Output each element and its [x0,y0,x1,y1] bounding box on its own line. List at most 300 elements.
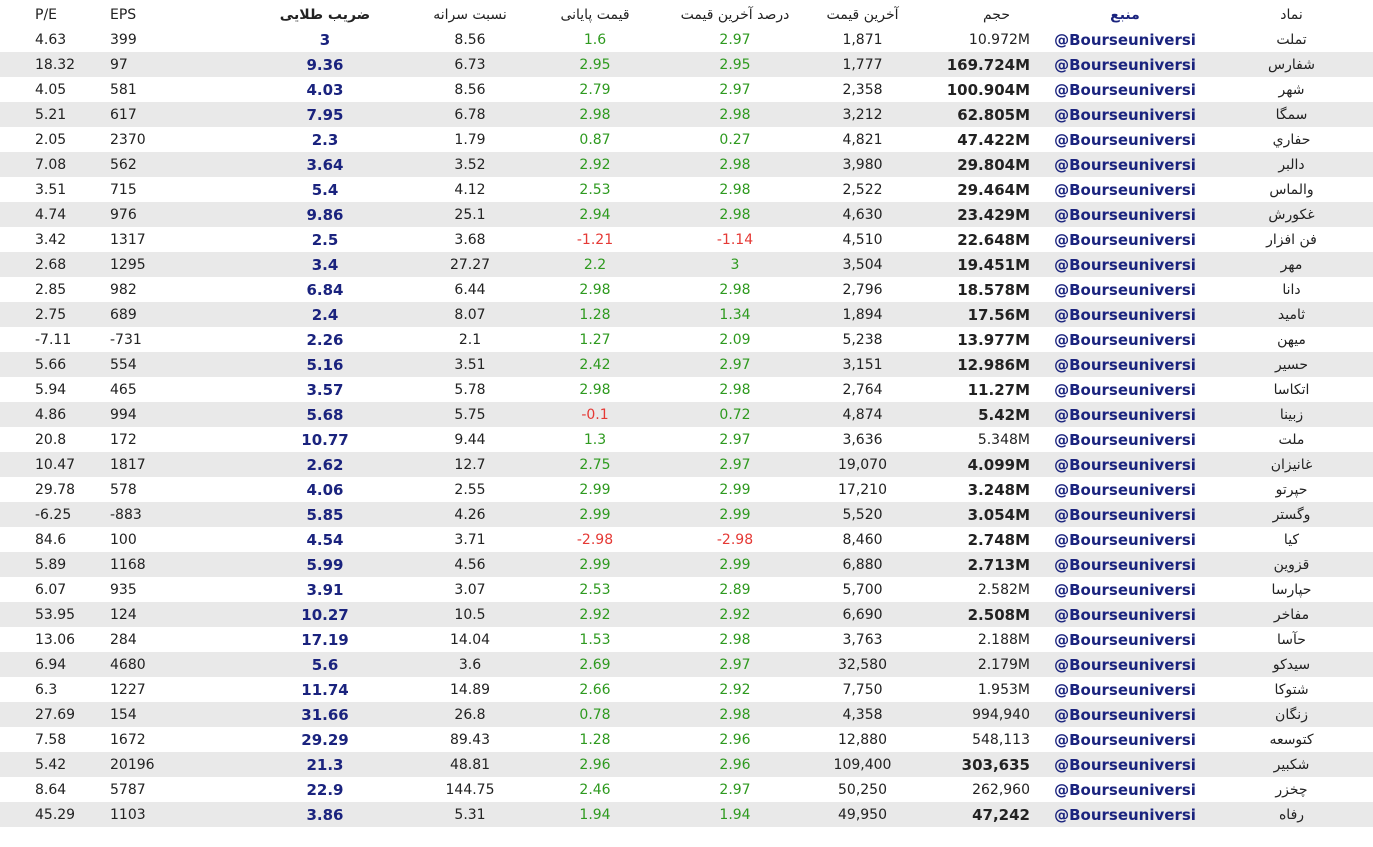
cell-final-price: 2.79 [579,81,611,98]
table-row[interactable] [0,502,1373,527]
cell-pe: 6.07 [35,581,67,598]
cell-golden-ratio: 6.84 [306,280,344,299]
cell-source-link[interactable]: @Bourseuniversi [1054,555,1196,574]
cell-final-price: 2.96 [579,756,611,773]
cell-symbol[interactable]: مفاخر [1273,606,1310,623]
cell-final-price: 2.95 [579,56,611,73]
cell-source-link[interactable]: @Bourseuniversi [1054,430,1196,449]
cell-final-price: 1.53 [579,631,611,648]
cell-last-price-percent: 2.97 [719,431,751,448]
cell-symbol[interactable]: شهر [1278,81,1305,98]
cell-last-price: 3,504 [842,256,883,273]
cell-golden-ratio: 10.77 [301,430,349,449]
cell-source-link[interactable]: @Bourseuniversi [1054,705,1196,724]
cell-golden-ratio: 5.16 [306,355,344,374]
cell-source-link[interactable]: @Bourseuniversi [1054,805,1196,824]
cell-source-link[interactable]: @Bourseuniversi [1054,480,1196,499]
table-row[interactable] [0,102,1373,127]
table-row[interactable] [0,27,1373,52]
cell-golden-ratio: 3.64 [306,155,344,174]
cell-volume: 2.748M [967,530,1030,549]
cell-eps: 97 [110,56,128,73]
cell-volume: 2.508M [967,605,1030,624]
cell-golden-ratio: 5.6 [311,655,339,674]
cell-eps: 20196 [110,756,155,773]
cell-source-link[interactable]: @Bourseuniversi [1054,405,1196,424]
cell-pe: 10.47 [35,456,76,473]
cell-eps: 976 [110,206,137,223]
cell-pe: 84.6 [35,531,67,548]
cell-symbol[interactable]: غانیزان [1270,456,1313,473]
cell-golden-ratio: 3.4 [311,255,339,274]
cell-source-link[interactable]: @Bourseuniversi [1054,780,1196,799]
table-row[interactable] [0,452,1373,477]
cell-eps: 124 [110,606,137,623]
cell-per-capita-ratio: 2.1 [458,331,482,348]
cell-last-price-percent: 2.96 [719,731,751,748]
cell-final-price: 2.98 [579,281,611,298]
cell-last-price-percent: 2.89 [719,581,751,598]
cell-last-price: 3,763 [842,631,883,648]
cell-pe: 5.89 [35,556,67,573]
header-symbol[interactable]: نماد [1280,6,1303,23]
cell-symbol[interactable]: غکورش [1268,206,1315,223]
cell-volume: 100.904M [946,80,1030,99]
cell-symbol[interactable]: زنگان [1275,706,1308,723]
cell-last-price-percent: 2.99 [719,481,751,498]
cell-golden-ratio: 10.27 [301,605,349,624]
cell-final-price: 1.28 [579,306,611,323]
cell-source-link[interactable]: @Bourseuniversi [1054,605,1196,624]
cell-per-capita-ratio: 14.89 [449,681,491,698]
cell-last-price-percent: -1.14 [716,231,754,248]
cell-final-price: 2.99 [579,556,611,573]
cell-symbol[interactable]: اتکاسا [1273,381,1310,398]
cell-last-price-percent: 2.09 [719,331,751,348]
cell-final-price: 2.75 [579,456,611,473]
cell-volume: 11.27M [967,380,1030,399]
cell-final-price: 1.28 [579,731,611,748]
cell-volume: 17.56M [967,305,1030,324]
cell-per-capita-ratio: 3.51 [454,356,486,373]
cell-per-capita-ratio: 3.71 [454,531,486,548]
cell-pe: 7.08 [35,156,67,173]
cell-volume: 548,113 [972,731,1030,748]
cell-last-price: 5,520 [842,506,883,523]
cell-source-link[interactable]: @Bourseuniversi [1054,280,1196,299]
cell-symbol[interactable]: مهر [1280,256,1303,273]
cell-pe: 4.05 [35,81,67,98]
cell-golden-ratio: 21.3 [306,755,344,774]
cell-per-capita-ratio: 27.27 [449,256,491,273]
cell-per-capita-ratio: 5.78 [454,381,486,398]
cell-symbol[interactable]: دالبر [1278,156,1305,173]
cell-golden-ratio: 2.62 [306,455,344,474]
cell-pe: 3.42 [35,231,67,248]
cell-last-price-percent: 2.97 [719,781,751,798]
cell-source-link[interactable]: @Bourseuniversi [1054,155,1196,174]
cell-last-price: 4,358 [842,706,883,723]
cell-eps: 578 [110,481,137,498]
cell-last-price: 109,400 [833,756,892,773]
cell-eps: 1227 [110,681,146,698]
cell-per-capita-ratio: 4.26 [454,506,486,523]
cell-pe: 45.29 [35,806,76,823]
cell-per-capita-ratio: 6.44 [454,281,486,298]
cell-golden-ratio: 11.74 [301,680,349,699]
cell-symbol[interactable]: چخزر [1275,781,1308,798]
cell-source-link[interactable]: @Bourseuniversi [1054,630,1196,649]
cell-last-price-percent: 0.72 [719,406,751,423]
cell-symbol[interactable]: حپارسا [1271,581,1312,598]
cell-symbol[interactable]: شتوکا [1274,681,1309,698]
header-last-price[interactable]: آخرین قیمت [826,6,899,23]
cell-eps: -883 [110,506,142,523]
cell-per-capita-ratio: 25.1 [454,206,486,223]
cell-source-link[interactable]: @Bourseuniversi [1054,530,1196,549]
table-row[interactable] [0,777,1373,802]
cell-pe: 6.94 [35,656,67,673]
cell-last-price-percent: 2.98 [719,206,751,223]
cell-last-price-percent: 2.98 [719,181,751,198]
table-row[interactable] [0,52,1373,77]
cell-eps: 4680 [110,656,146,673]
table-row[interactable] [0,627,1373,652]
cell-last-price-percent: 1.94 [719,806,751,823]
table-row[interactable] [0,202,1373,227]
table-row[interactable] [0,252,1373,277]
cell-last-price: 2,764 [842,381,883,398]
cell-volume: 303,635 [961,755,1030,774]
cell-eps: 1317 [110,231,146,248]
cell-final-price: 2.98 [579,381,611,398]
cell-pe: 4.63 [35,31,67,48]
cell-source-link[interactable]: @Bourseuniversi [1054,130,1196,149]
table-row[interactable] [0,302,1373,327]
cell-last-price: 3,980 [842,156,883,173]
cell-volume: 13.977M [957,330,1030,349]
cell-volume: 5.42M [978,405,1030,424]
cell-final-price: 2.92 [579,606,611,623]
cell-final-price: 2.42 [579,356,611,373]
cell-eps: 2370 [110,131,146,148]
cell-volume: 12.986M [957,355,1030,374]
cell-source-link[interactable]: @Bourseuniversi [1054,205,1196,224]
cell-per-capita-ratio: 3.6 [458,656,482,673]
cell-symbol[interactable]: حآسا [1277,631,1306,648]
cell-source-link[interactable]: @Bourseuniversi [1054,655,1196,674]
cell-last-price-percent: 2.97 [719,356,751,373]
cell-volume: 2.179M [977,656,1030,673]
table-row[interactable] [0,527,1373,552]
cell-symbol[interactable]: ثامید [1277,306,1306,323]
cell-final-price: 1.94 [579,806,611,823]
cell-final-price: 1.27 [579,331,611,348]
cell-last-price: 50,250 [838,781,887,798]
cell-final-price: -2.98 [576,531,614,548]
cell-golden-ratio: 3.86 [306,805,344,824]
cell-eps: 100 [110,531,137,548]
cell-symbol[interactable]: کیا [1283,531,1300,548]
table-row[interactable] [0,127,1373,152]
cell-per-capita-ratio: 48.81 [449,756,491,773]
cell-last-price-percent: 2.97 [719,656,751,673]
cell-per-capita-ratio: 5.75 [454,406,486,423]
cell-source-link[interactable]: @Bourseuniversi [1054,680,1196,699]
cell-pe: 8.64 [35,781,67,798]
cell-per-capita-ratio: 3.52 [454,156,486,173]
cell-last-price: 5,238 [842,331,883,348]
cell-last-price-percent: 2.95 [719,56,751,73]
header-pe[interactable]: P/E [35,6,58,23]
table-row[interactable] [0,577,1373,602]
cell-last-price: 8,460 [842,531,883,548]
cell-symbol[interactable]: دانا [1282,281,1301,298]
table-row[interactable] [0,77,1373,102]
cell-symbol[interactable]: شفارس [1268,56,1315,73]
table-row[interactable] [0,177,1373,202]
cell-final-price: 0.78 [579,706,611,723]
cell-last-price: 7,750 [842,681,883,698]
cell-final-price: 2.66 [579,681,611,698]
cell-symbol[interactable]: ملت [1278,431,1305,448]
cell-source-link[interactable]: @Bourseuniversi [1054,105,1196,124]
cell-final-price: 2.46 [579,781,611,798]
cell-symbol[interactable]: وگستر [1272,506,1311,523]
cell-source-link[interactable]: @Bourseuniversi [1054,305,1196,324]
cell-eps: 154 [110,706,137,723]
cell-last-price-percent: 0.27 [719,131,751,148]
cell-volume: 19.451M [957,255,1030,274]
cell-last-price-percent: 2.97 [719,31,751,48]
cell-last-price-percent: 2.99 [719,556,751,573]
cell-eps: -731 [110,331,142,348]
cell-pe: 53.95 [35,606,76,623]
table-row[interactable] [0,377,1373,402]
cell-last-price: 4,821 [842,131,883,148]
cell-symbol[interactable]: میهن [1277,331,1306,348]
cell-golden-ratio: 2.26 [306,330,344,349]
stock-table [0,2,1373,827]
cell-golden-ratio: 5.99 [306,555,344,574]
cell-per-capita-ratio: 8.56 [454,81,486,98]
cell-source-link[interactable]: @Bourseuniversi [1054,755,1196,774]
table-row[interactable] [0,327,1373,352]
cell-last-price: 2,796 [842,281,883,298]
cell-source-link[interactable]: @Bourseuniversi [1054,505,1196,524]
cell-per-capita-ratio: 12.7 [454,456,486,473]
header-last-price-percent[interactable]: درصد آخرین قیمت [680,6,790,23]
table-row[interactable] [0,802,1373,827]
cell-pe: 20.8 [35,431,67,448]
header-golden-ratio[interactable]: ضریب طلایی [279,6,371,23]
cell-source-link[interactable]: @Bourseuniversi [1054,730,1196,749]
header-final-price[interactable]: قیمت پایانی [560,6,630,23]
cell-symbol[interactable]: حپرتو [1275,481,1308,498]
cell-eps: 581 [110,81,137,98]
table-row[interactable] [0,427,1373,452]
table-row[interactable] [0,677,1373,702]
table-row[interactable] [0,702,1373,727]
cell-golden-ratio: 5.85 [306,505,344,524]
cell-pe: 2.85 [35,281,67,298]
cell-volume: 22.648M [957,230,1030,249]
cell-pe: -7.11 [35,331,72,348]
cell-final-price: 2.99 [579,506,611,523]
cell-pe: 4.74 [35,206,67,223]
cell-volume: 169.724M [946,55,1030,74]
cell-symbol[interactable]: سمگا [1275,106,1308,123]
cell-golden-ratio: 9.36 [306,55,344,74]
cell-symbol[interactable]: قزوین [1273,556,1310,573]
cell-last-price: 17,210 [838,481,887,498]
cell-eps: 982 [110,281,137,298]
cell-last-price-percent: 2.97 [719,456,751,473]
cell-final-price: 2.99 [579,481,611,498]
cell-last-price: 3,636 [842,431,883,448]
cell-pe: 29.78 [35,481,76,498]
cell-eps: 5787 [110,781,146,798]
cell-final-price: 2.53 [579,181,611,198]
cell-volume: 2.713M [967,555,1030,574]
cell-eps: 399 [110,31,137,48]
cell-volume: 2.188M [977,631,1030,648]
cell-volume: 18.578M [957,280,1030,299]
cell-symbol[interactable]: حفاري [1272,131,1311,148]
cell-source-link[interactable]: @Bourseuniversi [1054,580,1196,599]
cell-pe: 18.32 [35,56,76,73]
cell-source-link[interactable]: @Bourseuniversi [1054,30,1196,49]
cell-golden-ratio: 5.4 [311,180,339,199]
cell-symbol[interactable]: رفاه [1278,806,1305,823]
cell-symbol[interactable]: زبینا [1279,406,1304,423]
cell-last-price: 1,894 [842,306,883,323]
cell-eps: 284 [110,631,137,648]
cell-volume: 29.804M [957,155,1030,174]
cell-symbol[interactable]: سیدکو [1272,656,1311,673]
cell-source-link[interactable]: @Bourseuniversi [1054,355,1196,374]
cell-pe: 7.58 [35,731,67,748]
cell-last-price: 4,874 [842,406,883,423]
cell-last-price: 6,690 [842,606,883,623]
cell-eps: 689 [110,306,137,323]
cell-last-price: 1,777 [842,56,883,73]
table-row[interactable] [0,227,1373,252]
cell-last-price-percent: 1.34 [719,306,751,323]
table-row[interactable] [0,477,1373,502]
cell-pe: 13.06 [35,631,76,648]
cell-source-link[interactable]: @Bourseuniversi [1054,380,1196,399]
header-source[interactable]: منبع [1110,6,1140,23]
cell-source-link[interactable]: @Bourseuniversi [1054,55,1196,74]
cell-volume: 262,960 [972,781,1030,798]
cell-last-price: 3,212 [842,106,883,123]
cell-symbol[interactable]: فن افزار [1266,231,1317,248]
cell-symbol[interactable]: کتوسعه [1269,731,1314,748]
cell-last-price-percent: 2.98 [719,156,751,173]
table-row[interactable] [0,652,1373,677]
table-row[interactable] [0,552,1373,577]
cell-eps: 465 [110,381,137,398]
cell-final-price: 2.92 [579,156,611,173]
cell-volume: 47.422M [957,130,1030,149]
cell-symbol[interactable]: حسیر [1274,356,1309,373]
cell-per-capita-ratio: 144.75 [445,781,495,798]
cell-pe: 2.05 [35,131,67,148]
cell-per-capita-ratio: 8.07 [454,306,486,323]
cell-golden-ratio: 2.4 [311,305,339,324]
cell-eps: 715 [110,181,137,198]
cell-golden-ratio: 7.95 [306,105,344,124]
cell-last-price-percent: 2.99 [719,506,751,523]
cell-golden-ratio: 22.9 [306,780,344,799]
header-eps[interactable]: EPS [110,6,137,23]
cell-volume: 5.348M [977,431,1030,448]
cell-final-price: 2.98 [579,106,611,123]
cell-golden-ratio: 9.86 [306,205,344,224]
cell-last-price-percent: 2.98 [719,706,751,723]
table-row[interactable] [0,602,1373,627]
table-row[interactable] [0,752,1373,777]
cell-eps: 1103 [110,806,146,823]
cell-eps: 1817 [110,456,146,473]
cell-last-price: 32,580 [838,656,887,673]
table-body [0,27,1373,827]
table-row[interactable] [0,402,1373,427]
cell-pe: 3.51 [35,181,67,198]
cell-last-price-percent: -2.98 [716,531,754,548]
cell-pe: 4.86 [35,406,67,423]
cell-volume: 62.805M [957,105,1030,124]
cell-last-price: 3,151 [842,356,883,373]
cell-symbol[interactable]: شکبیر [1273,756,1310,773]
cell-eps: 172 [110,431,137,448]
cell-per-capita-ratio: 8.56 [454,31,486,48]
cell-last-price: 4,630 [842,206,883,223]
cell-symbol[interactable]: والماس [1269,181,1314,198]
table-row[interactable] [0,727,1373,752]
cell-source-link[interactable]: @Bourseuniversi [1054,180,1196,199]
cell-last-price-percent: 2.97 [719,81,751,98]
cell-last-price-percent: 2.98 [719,631,751,648]
cell-pe: -6.25 [35,506,72,523]
cell-source-link[interactable]: @Bourseuniversi [1054,455,1196,474]
cell-source-link[interactable]: @Bourseuniversi [1054,255,1196,274]
header-per-capita-ratio[interactable]: نسبت سرانه [433,6,507,23]
table-row[interactable] [0,152,1373,177]
cell-last-price: 1,871 [842,31,883,48]
cell-per-capita-ratio: 10.5 [454,606,486,623]
cell-eps: 1295 [110,256,146,273]
cell-last-price-percent: 2.98 [719,281,751,298]
header-volume[interactable]: حجم [982,6,1010,23]
cell-source-link[interactable]: @Bourseuniversi [1054,330,1196,349]
cell-pe: 27.69 [35,706,76,723]
cell-symbol[interactable]: تملت [1276,31,1307,48]
cell-golden-ratio: 5.68 [306,405,344,424]
cell-source-link[interactable]: @Bourseuniversi [1054,230,1196,249]
cell-per-capita-ratio: 5.31 [454,806,486,823]
table-row[interactable] [0,352,1373,377]
cell-volume: 10.972M [968,31,1030,48]
cell-last-price: 49,950 [838,806,887,823]
cell-eps: 1672 [110,731,146,748]
cell-final-price: 1.6 [583,31,607,48]
cell-golden-ratio: 17.19 [301,630,349,649]
cell-source-link[interactable]: @Bourseuniversi [1054,80,1196,99]
table-row[interactable] [0,277,1373,302]
cell-final-price: 1.3 [583,431,607,448]
